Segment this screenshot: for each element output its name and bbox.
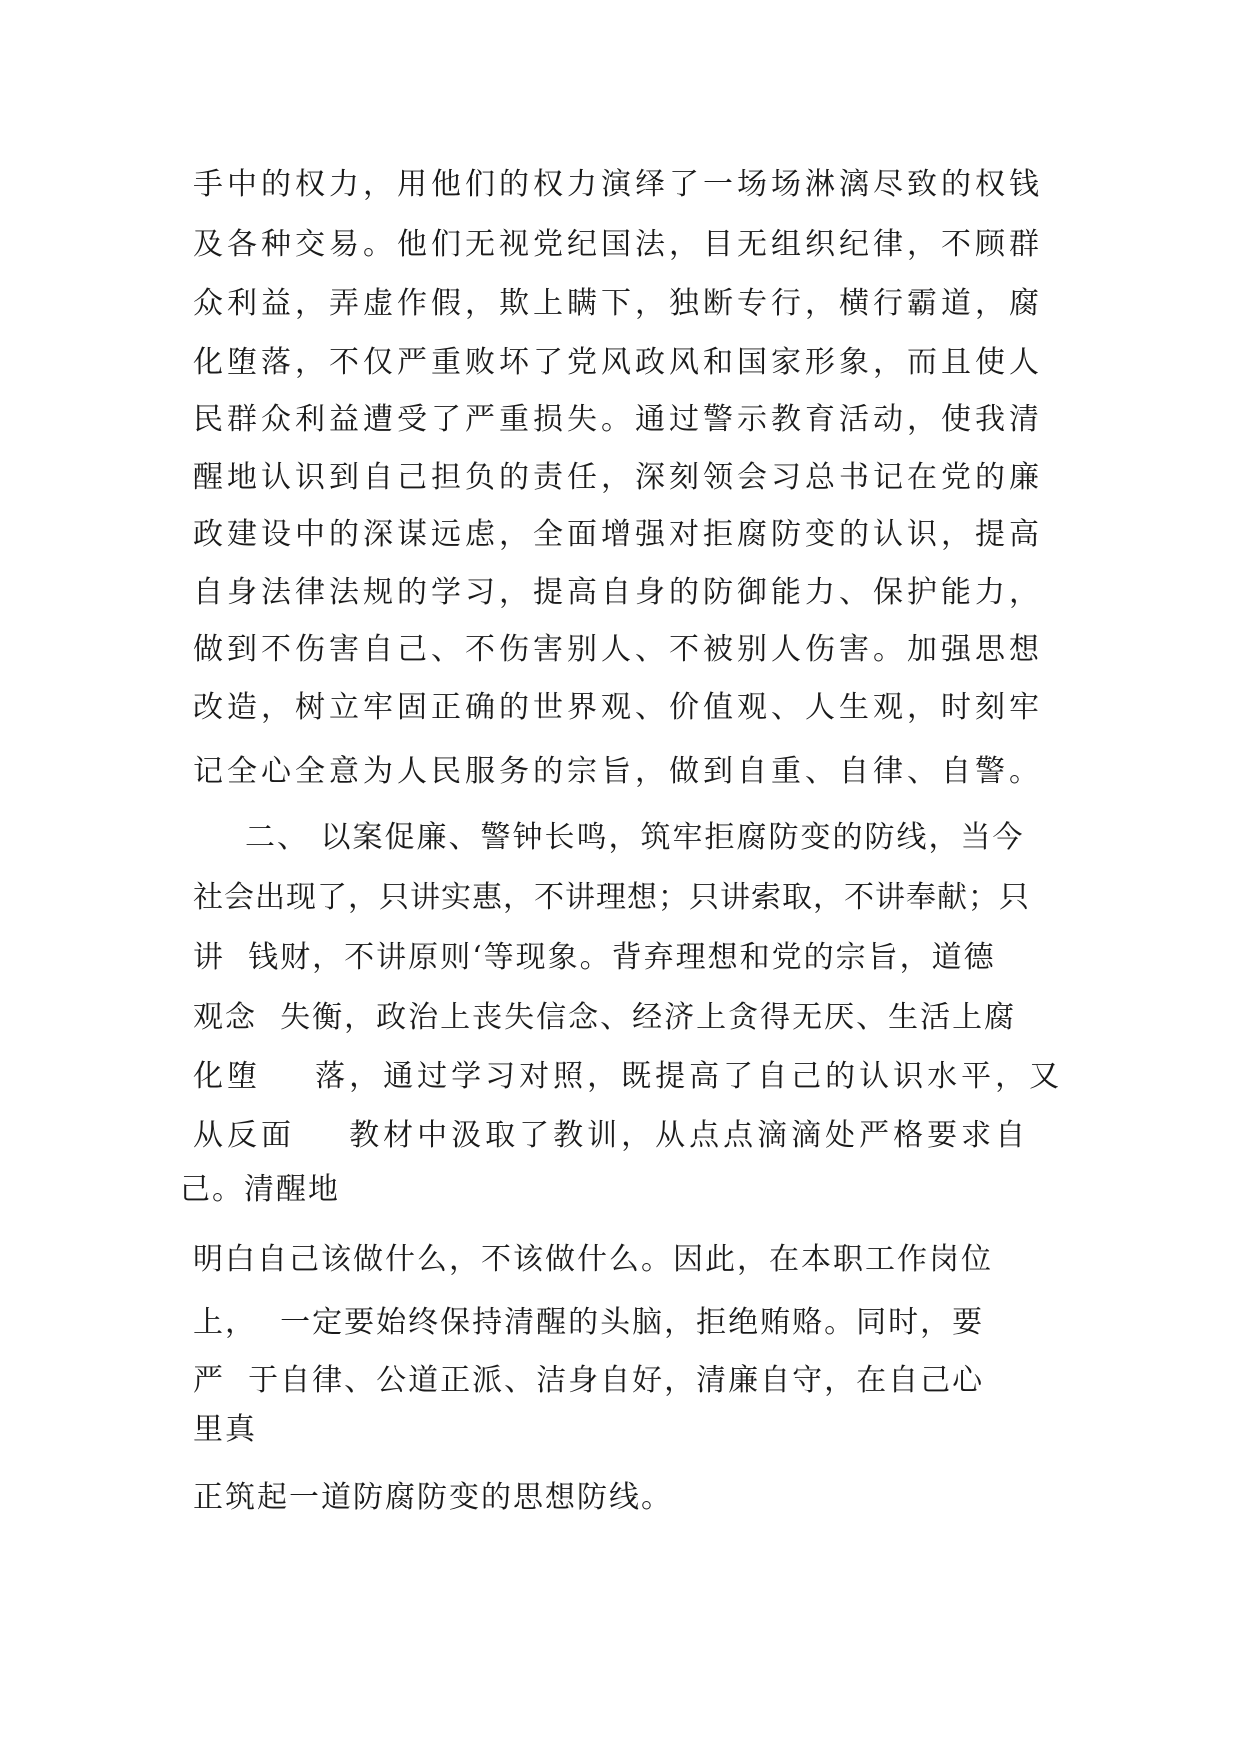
text-line: 严 于自律、公道正派、洁身自好，清廉自守，在自己心 xyxy=(193,1363,985,1398)
text-line: 民群众利益遭受了严重损失。通过警示教育活动，使我清 xyxy=(193,402,1043,437)
text-line: 手中的权力，用他们的权力演绎了一场场淋漓尽致的权钱 xyxy=(193,167,1043,202)
text-line: 己。清醒地 xyxy=(180,1172,340,1207)
text-line: 正筑起一道防腐防变的思想防线。 xyxy=(193,1480,673,1515)
text-line: 从反面 教材中汲取了教训，从点点滴滴处严格要求自 xyxy=(193,1118,1030,1153)
text-line: 改造，树立牢固正确的世界观、价值观、人生观，时刻牢 xyxy=(193,690,1043,725)
text-line: 众利益，弄虚作假，欺上瞒下，独断专行，横行霸道，腐 xyxy=(193,286,1043,321)
text-line: 里真 xyxy=(193,1412,257,1447)
text-line: 社会出现了，只讲实惠，不讲理想；只讲索取，不讲奉献；只 xyxy=(193,880,1030,915)
text-line: 化堕落，不仅严重败坏了党风政风和国家形象，而且使人 xyxy=(193,345,1043,380)
text-line: 讲 钱财，不讲原则‘等现象。背弃理想和党的宗旨，道德 xyxy=(193,940,996,975)
text-line: 自身法律法规的学习，提高自身的防御能力、保护能力， xyxy=(193,575,1043,610)
text-line: 观念 失衡，政治上丧失信念、经济上贪得无厌、生活上腐 xyxy=(193,1000,1017,1035)
text-line: 上， 一定要始终保持清醒的头脑，拒绝贿赂。同时，要 xyxy=(193,1305,985,1340)
text-line: 政建设中的深谋远虑，全面增强对拒腐防变的认识，提高 xyxy=(193,517,1043,552)
section-heading-line: 二、 以案促廉、警钟长鸣，筑牢拒腐防变的防线，当今 xyxy=(245,820,1025,855)
text-line: 做到不伤害自己、不伤害别人、不被别人伤害。加强思想 xyxy=(193,632,1043,667)
text-line: 记全心全意为人民服务的宗旨，做到自重、自律、自警。 xyxy=(193,754,1043,789)
text-line: 醒地认识到自己担负的责任，深刻领会习总书记在党的廉 xyxy=(193,460,1043,495)
text-line: 及各种交易。他们无视党纪国法，目无组织纪律，不顾群 xyxy=(193,227,1043,262)
text-line: 明白自己该做什么，不该做什么。因此，在本职工作岗位 xyxy=(193,1242,993,1277)
text-line: 化堕 落，通过学习对照，既提高了自己的认识水平，又 xyxy=(193,1059,1064,1094)
